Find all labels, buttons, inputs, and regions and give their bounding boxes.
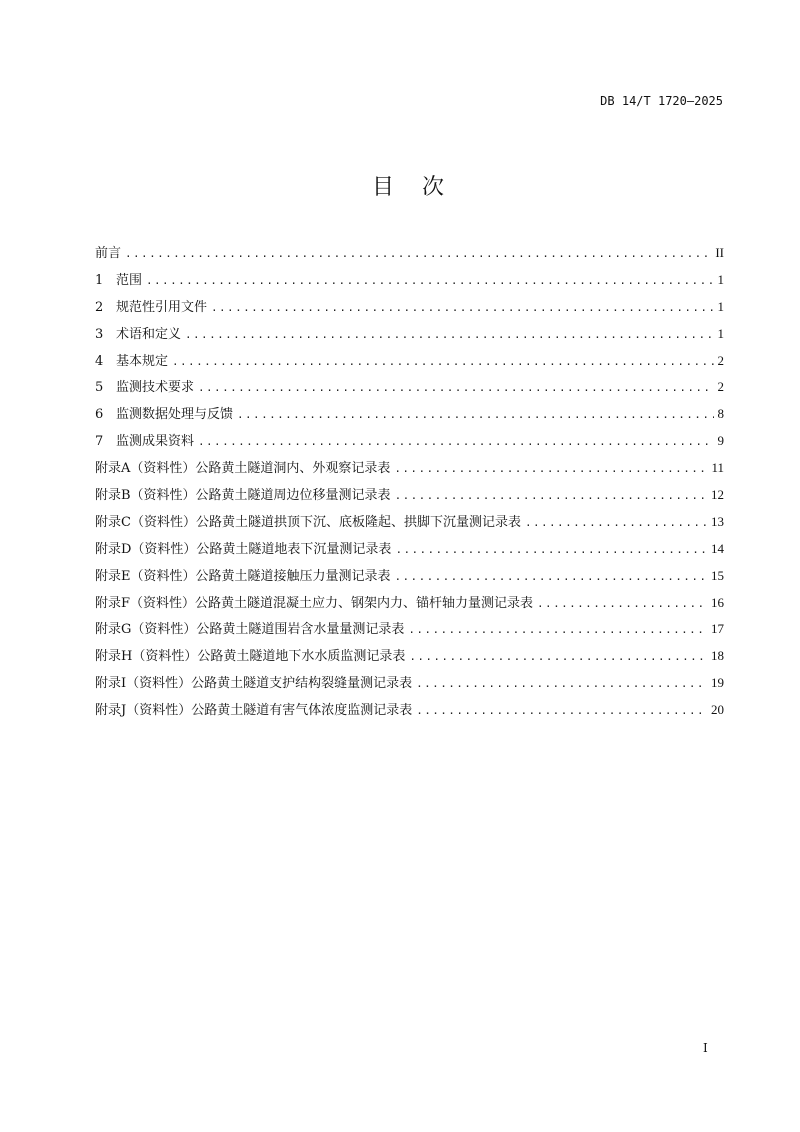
- dot-leader: [198, 381, 713, 394]
- toc-entry[interactable]: [95, 565, 724, 592]
- page-number: I: [703, 1041, 708, 1055]
- dot-leader: [211, 301, 713, 314]
- toc-entry-page: 8: [717, 406, 724, 422]
- toc-entry-page: 2: [717, 352, 724, 368]
- toc-entry-label: 监测数据处理与反馈: [116, 407, 234, 423]
- dot-leader: [537, 597, 707, 610]
- toc-entry-label: 范围: [116, 272, 143, 288]
- dot-leader: [395, 489, 707, 502]
- toc-entry[interactable]: [95, 403, 724, 430]
- toc-entry-page: 18: [711, 648, 724, 664]
- dot-leader: [395, 543, 707, 556]
- toc-entry-label: 附录H（资料性）公路黄土隧道地下水水质监测记录表: [95, 649, 406, 665]
- dot-leader: [416, 704, 707, 717]
- toc-entry-label: 监测技术要求: [116, 380, 195, 396]
- toc-entry-number: 1: [95, 272, 104, 288]
- toc-entry-page: II: [715, 245, 724, 260]
- toc-entry[interactable]: [95, 376, 724, 403]
- toc-entry[interactable]: [95, 592, 724, 619]
- title-char: 次: [422, 175, 445, 200]
- toc-entry-page: 13: [711, 513, 724, 529]
- dot-leader: [409, 650, 707, 663]
- toc-entry[interactable]: [95, 457, 724, 484]
- toc-entry-number: 4: [95, 353, 104, 369]
- toc-entry-page: 17: [711, 621, 724, 637]
- title-char: 目: [371, 175, 394, 200]
- dot-leader: [416, 677, 707, 690]
- toc-entry[interactable]: [95, 350, 724, 377]
- standard-number: DB 14/T 1720—2025: [600, 94, 723, 108]
- toc-entry[interactable]: [95, 296, 724, 323]
- toc-entry-page: 1: [717, 325, 724, 341]
- dot-leader: [525, 516, 707, 529]
- toc-entry-number: 5: [95, 380, 104, 396]
- toc-entry[interactable]: [95, 484, 724, 511]
- dot-leader: [125, 247, 711, 260]
- toc-entry-label: 附录B（资料性）公路黄土隧道周边位移量测记录表: [95, 488, 391, 504]
- toc-entry-page: 20: [711, 702, 724, 718]
- dot-leader: [172, 355, 713, 368]
- toc-entry-page: 1: [717, 298, 724, 314]
- dot-leader: [408, 623, 707, 636]
- toc-entry-label: 附录G（资料性）公路黄土隧道围岩含水量量测记录表: [95, 622, 405, 638]
- toc-entry-label: 基本规定: [116, 353, 169, 369]
- toc-entry-page: 14: [711, 540, 724, 556]
- dot-leader: [185, 328, 713, 341]
- toc-entry-page: 2: [717, 379, 724, 395]
- toc-entry-label: 附录F（资料性）公路黄土隧道混凝土应力、钢架内力、锚杆轴力量测记录表: [95, 595, 534, 611]
- toc-entry-label: 附录C（资料性）公路黄土隧道拱顶下沉、底板隆起、拱脚下沉量测记录表: [95, 514, 521, 530]
- toc-entry[interactable]: [95, 699, 724, 726]
- toc-entry-number: 7: [95, 434, 104, 450]
- toc-entry[interactable]: [95, 645, 724, 672]
- toc-entry-label: 附录D（资料性）公路黄土隧道地表下沉量测记录表: [95, 541, 392, 557]
- toc-entry-label: 规范性引用文件: [116, 299, 208, 315]
- toc-entry-page: 9: [717, 433, 724, 449]
- dot-leader: [395, 570, 708, 583]
- toc-entry[interactable]: [95, 323, 724, 350]
- dot-leader: [394, 462, 707, 475]
- table-of-contents: [95, 242, 724, 726]
- dot-leader: [146, 274, 713, 287]
- dot-leader: [198, 435, 713, 448]
- toc-entry-page: 16: [711, 594, 724, 610]
- page-title: [0, 170, 800, 201]
- toc-entry-label: 术语和定义: [116, 326, 182, 342]
- toc-entry-label: 前言: [95, 246, 122, 261]
- toc-entry-label: 附录A（资料性）公路黄土隧道洞内、外观察记录表: [95, 461, 391, 477]
- toc-entry[interactable]: [95, 242, 724, 269]
- toc-entry[interactable]: [95, 269, 724, 296]
- toc-entry[interactable]: [95, 430, 724, 457]
- toc-entry[interactable]: [95, 511, 724, 538]
- toc-entry-page: 19: [711, 675, 724, 691]
- toc-entry-number: 3: [95, 326, 104, 342]
- toc-entry-label: 附录I（资料性）公路黄土隧道支护结构裂缝量测记录表: [95, 676, 413, 692]
- toc-entry-label: 附录E（资料性）公路黄土隧道接触压力量测记录表: [95, 568, 391, 584]
- dot-leader: [237, 408, 713, 421]
- toc-entry-page: 12: [711, 487, 724, 503]
- toc-entry-page: 1: [717, 271, 724, 287]
- toc-entry-label: 附录J（资料性）公路黄土隧道有害气体浓度监测记录表: [95, 703, 413, 719]
- toc-entry-number: 2: [95, 299, 104, 315]
- toc-entry-page: 15: [711, 567, 724, 583]
- toc-entry[interactable]: [95, 672, 724, 699]
- toc-entry[interactable]: [95, 618, 724, 645]
- toc-entry-page: 11: [711, 460, 724, 476]
- toc-entry-label: 监测成果资料: [116, 434, 195, 450]
- toc-entry-number: 6: [95, 407, 104, 423]
- toc-entry[interactable]: [95, 538, 724, 565]
